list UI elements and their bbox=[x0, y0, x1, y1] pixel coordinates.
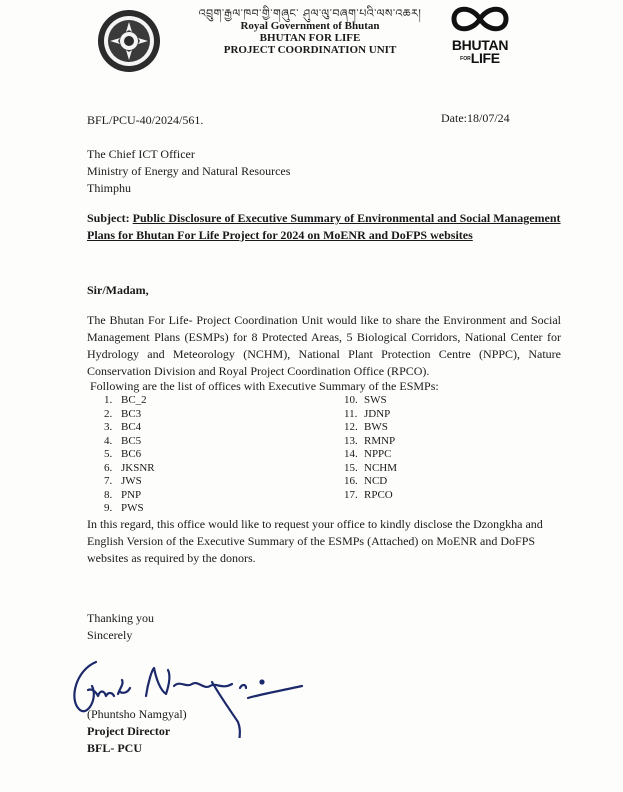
recipient-line: Ministry of Energy and Natural Resources bbox=[87, 164, 291, 178]
closing-sincerely: Sincerely bbox=[87, 628, 133, 642]
salutation: Sir/Madam, bbox=[87, 283, 149, 297]
body-paragraph: The Bhutan For Life- Project Coordination Unit would like to share the Environment and Social Management Plans (ESMPs) for 8 Protected Areas, 5 Biological Corridors, National Center for Hydrology and Meteorology (NCHM), National Plant Protection Centre (NPPC), Nature Conservation Division and Royal Project Coordination Office (RPCO). bbox=[87, 313, 561, 378]
list-item: 17. RPCO bbox=[344, 488, 393, 501]
signatory-title: Project Director bbox=[87, 724, 171, 738]
offices-list-right bbox=[344, 394, 397, 502]
letterhead-program: BHUTAN FOR LIFE bbox=[259, 32, 361, 44]
list-item: 3. BC4 bbox=[104, 421, 142, 433]
bhutan-for-life-logo bbox=[448, 4, 512, 70]
list-item: 9. PWS bbox=[104, 502, 144, 514]
list-item: 1. BC_2 bbox=[104, 394, 147, 406]
list-item: 5. BC6 bbox=[104, 448, 142, 460]
closing-thanks: Thanking you bbox=[87, 611, 154, 625]
subject-line bbox=[87, 210, 567, 244]
list-item: 8. PNP bbox=[104, 488, 142, 501]
list-intro: Following are the list of offices with Executive Summary of the ESMPs: bbox=[90, 379, 439, 393]
list-item: 15. NCHM bbox=[344, 461, 398, 474]
list-item: 11. JDNP bbox=[344, 407, 391, 420]
letter-date: Date:18/07/24 bbox=[441, 111, 510, 125]
list-item: 7. JWS bbox=[104, 475, 142, 487]
subject-label: Subject: bbox=[87, 211, 130, 225]
recipient-address bbox=[87, 146, 290, 197]
list-item: 6. JKSNR bbox=[104, 461, 155, 474]
list-item: 13. RMNP bbox=[344, 434, 396, 447]
subject-text: Public Disclosure of Executive Summary of Environmental and Social Management Plans for Bhutan For Life Project for 2024 on MoENR and DoFPS websites bbox=[87, 211, 561, 242]
closing bbox=[87, 610, 154, 644]
letterhead-dzongkha: འབྲུག་རྒྱལ་ཁབ་གྱི་གཞུང་ ཤུལ་ལུ་བཞག་པའི་ལས་འཆར། bbox=[198, 7, 422, 20]
royal-government-emblem bbox=[96, 8, 162, 74]
list-item: 2. BC3 bbox=[104, 407, 142, 420]
infinity-icon bbox=[448, 4, 512, 34]
signatory-block bbox=[87, 706, 187, 757]
list-item: 4. BC5 bbox=[104, 434, 142, 447]
list-item: 16. NCD bbox=[344, 475, 388, 487]
reference-number: BFL/PCU-40/2024/561. bbox=[87, 113, 204, 127]
letterhead-org: Royal Government of Bhutan bbox=[240, 20, 380, 32]
logo-word-bhutan: BHUTAN bbox=[451, 37, 509, 53]
recipient-line: Thimphu bbox=[87, 181, 131, 195]
list-item: 12. BWS bbox=[344, 421, 388, 433]
request-paragraph: In this regard, this office would like to request your office to kindly disclose the Dzongkha and English Version of the Executive Summary of the ESMPs (Attached) on MoENR and DoFPS websites as required by the donors. bbox=[87, 517, 543, 565]
letterhead-unit: PROJECT COORDINATION UNIT bbox=[223, 44, 397, 56]
offices-list-left bbox=[104, 394, 155, 516]
signatory-unit: BFL- PCU bbox=[87, 741, 142, 755]
recipient-line: The Chief ICT Officer bbox=[87, 147, 195, 161]
list-item: 14. NPPC bbox=[344, 448, 392, 460]
list-item: 10. SWS bbox=[344, 394, 387, 406]
letterhead bbox=[170, 8, 450, 56]
signatory-name: (Phuntsho Namgyal) bbox=[87, 707, 187, 721]
logo-word-life: FORLIFE bbox=[460, 50, 500, 66]
